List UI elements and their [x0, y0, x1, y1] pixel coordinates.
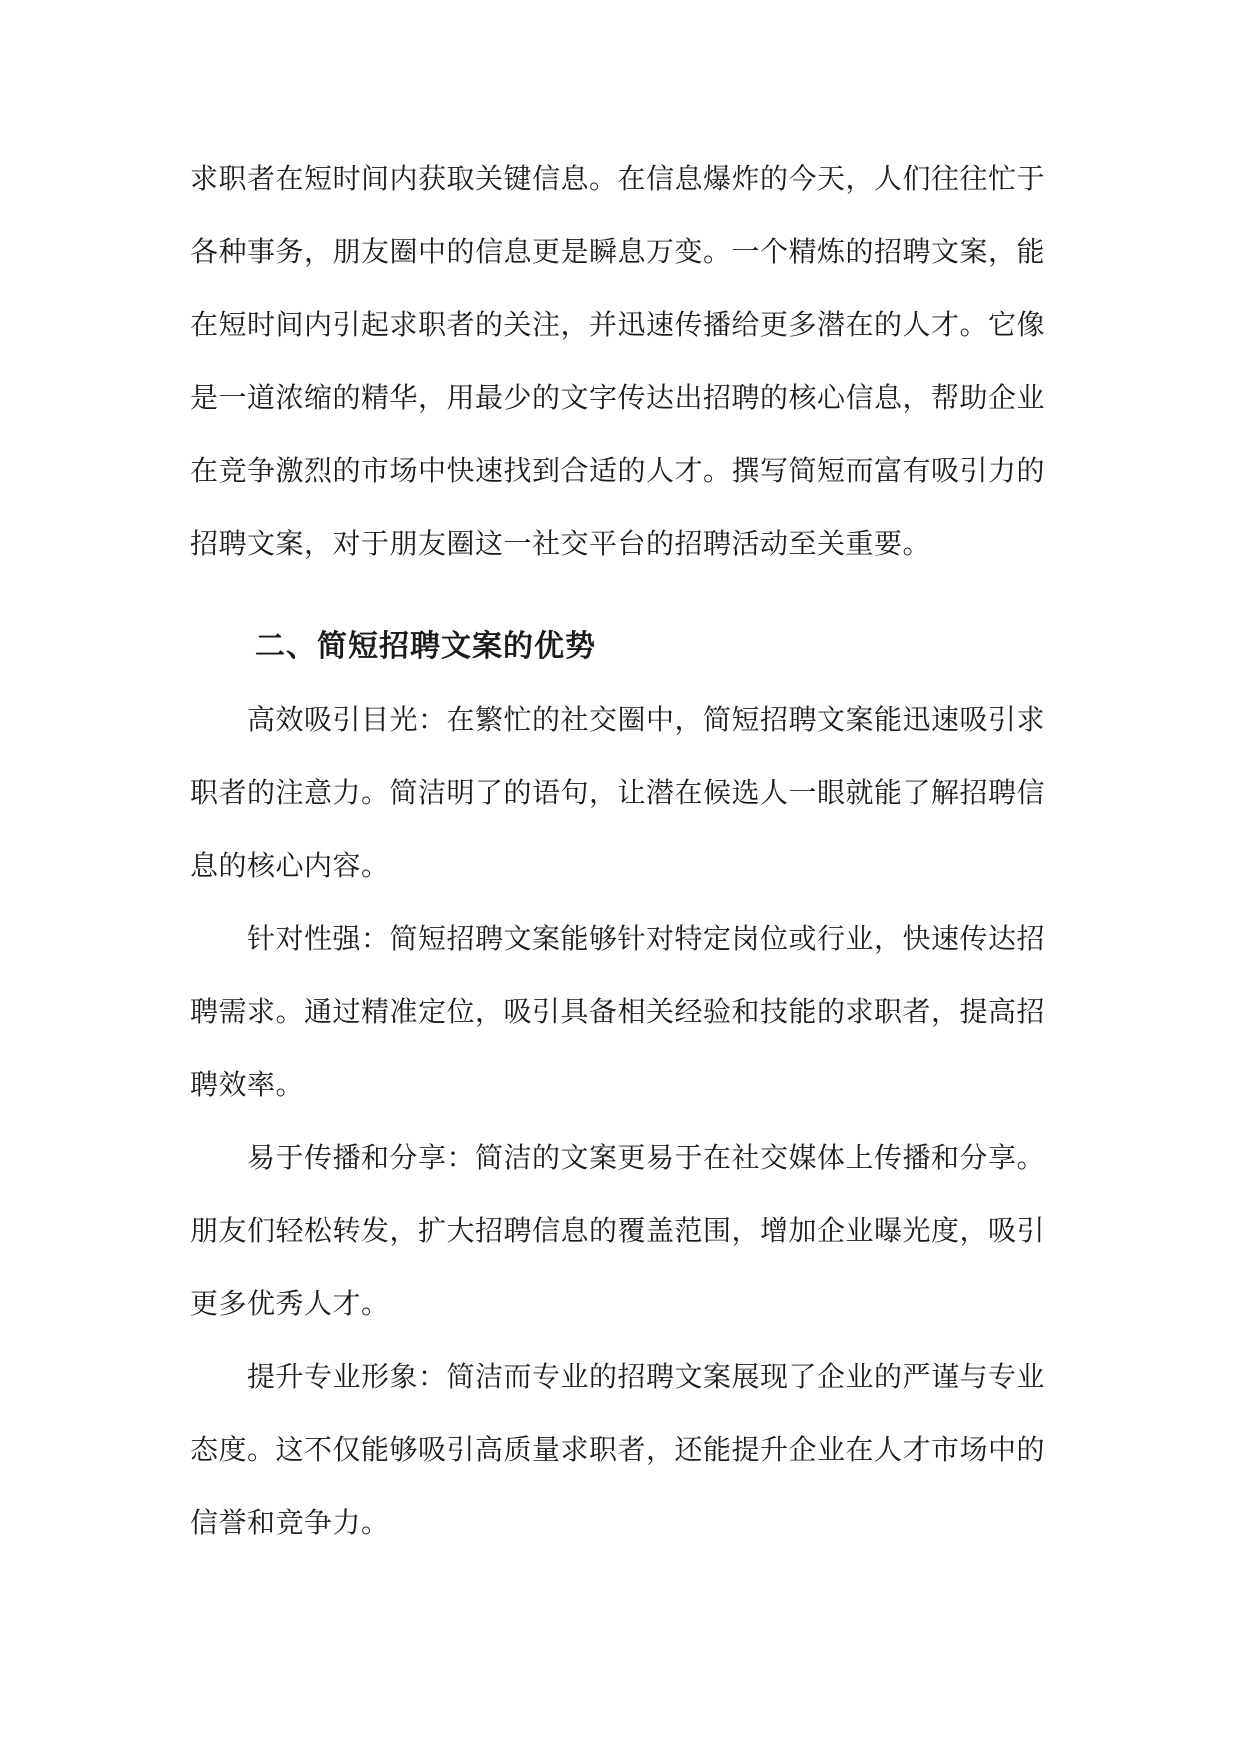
text-line: 针对性强：简短招聘文案能够针对特定岗位或行业，快速传达招	[247, 922, 1046, 955]
text-line: 朋友们轻松转发，扩大招聘信息的覆盖范围，增加企业曝光度，吸引	[190, 1214, 1046, 1247]
paragraph-attention	[190, 683, 1070, 902]
text-line: 职者的注意力。简洁明了的语句，让潜在候选人一眼就能了解招聘信	[190, 776, 1046, 809]
text-line: 在短时间内引起求职者的关注，并迅速传播给更多潜在的人才。它像	[190, 308, 1046, 341]
text-line: 信誉和竞争力。	[190, 1506, 390, 1539]
text-line: 各种事务，朋友圈中的信息更是瞬息万变。一个精炼的招聘文案，能	[190, 235, 1046, 268]
paragraph-targeting	[190, 902, 1070, 1121]
text-line: 聘需求。通过精准定位，吸引具备相关经验和技能的求职者，提高招	[190, 995, 1046, 1028]
text-line: 是一道浓缩的精华，用最少的文字传达出招聘的核心信息，帮助企业	[190, 381, 1046, 414]
intro-paragraph	[190, 142, 1070, 580]
text-line: 息的核心内容。	[190, 849, 390, 882]
text-line: 在竞争激烈的市场中快速找到合适的人才。撰写简短而富有吸引力的	[190, 454, 1046, 487]
text-line: 易于传播和分享：简洁的文案更易于在社交媒体上传播和分享。	[247, 1141, 1046, 1174]
text-line: 高效吸引目光：在繁忙的社交圈中，简短招聘文案能迅速吸引求	[247, 703, 1046, 736]
text-line: 态度。这不仅能够吸引高质量求职者，还能提升企业在人才市场中的	[190, 1433, 1046, 1466]
section-heading: 二、简短招聘文案的优势	[255, 629, 596, 664]
text-line: 更多优秀人才。	[190, 1287, 390, 1320]
text-line: 招聘文案，对于朋友圈这一社交平台的招聘活动至关重要。	[190, 527, 932, 560]
document-body	[190, 142, 1070, 1559]
paragraph-sharing	[190, 1121, 1070, 1340]
text-line: 求职者在短时间内获取关键信息。在信息爆炸的今天，人们往往忙于	[190, 162, 1046, 195]
paragraph-image	[190, 1340, 1070, 1559]
text-line: 提升专业形象：简洁而专业的招聘文案展现了企业的严谨与专业	[247, 1360, 1046, 1393]
text-line: 聘效率。	[190, 1068, 305, 1101]
